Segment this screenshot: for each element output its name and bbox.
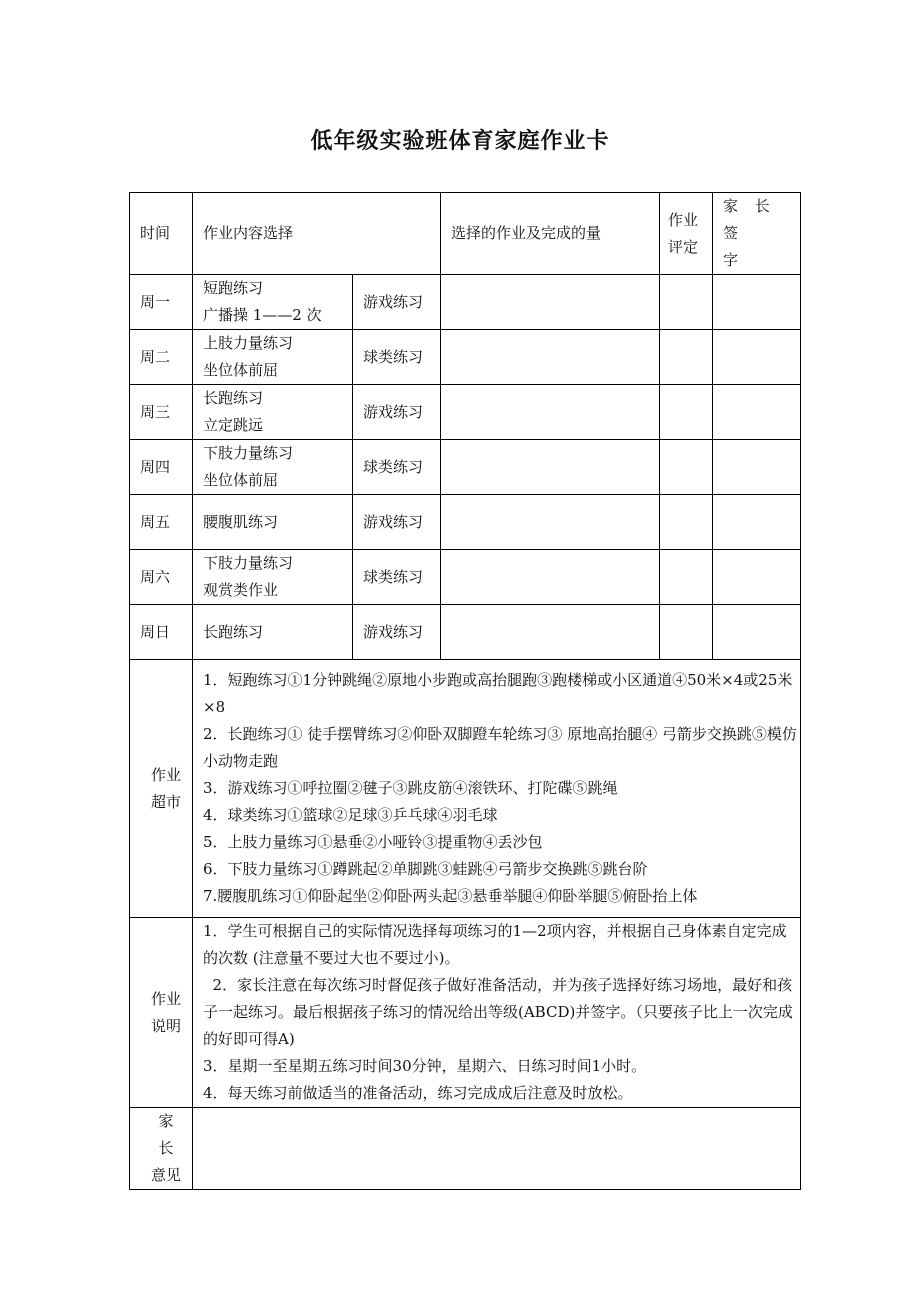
day-content-line1: 腰腹肌练习 <box>203 512 279 531</box>
day-row <box>130 385 801 440</box>
day-content <box>193 275 353 330</box>
day-row <box>130 550 801 605</box>
day-row <box>130 275 801 330</box>
supermarket-item: 2．长跑练习① 徒手摆臂练习②仰卧双脚蹬车轮练习③ 原地高抬腿④ 弓箭步交换跳⑤模仿小动物走跑 <box>203 725 797 770</box>
day-row <box>130 440 801 495</box>
instruction-item: 4．每天练习前做适当的准备活动，练习完成成后注意及时放松。 <box>203 1084 633 1102</box>
day-content-line1: 长跑练习 <box>203 389 264 407</box>
evaluation-cell[interactable] <box>660 495 713 550</box>
parent-sign-cell[interactable] <box>713 440 801 495</box>
parent-sign-cell[interactable] <box>713 550 801 605</box>
parent-sign-cell[interactable] <box>713 495 801 550</box>
instructions-label <box>130 918 193 1108</box>
supermarket-item: 3．游戏练习①呼拉圈②毽子③跳皮筋④滚铁环、打陀碟⑤跳绳 <box>203 779 618 797</box>
page-title: 低年级实验班体育家庭作业卡 <box>310 129 610 154</box>
instruction-item: 2．家长注意在每次练习时督促孩子做好准备活动，并为孩子选择好练习场地，最好和孩子一起练习。最后根据孩子练习的情况给出等级(ABCD)并签字。（只要孩子比上一次完成的好即可得A) <box>203 976 793 1048</box>
day-label: 周六 <box>130 550 193 605</box>
amount-input-cell[interactable] <box>441 605 660 660</box>
amount-input-cell[interactable] <box>441 385 660 440</box>
amount-input-cell[interactable] <box>441 275 660 330</box>
day-content-line2: 坐位体前屈 <box>203 471 279 489</box>
parent-opinion-row <box>130 1108 801 1190</box>
header-time: 时间 <box>130 193 193 275</box>
amount-input-cell[interactable] <box>441 440 660 495</box>
instructions-list <box>193 918 801 1108</box>
parent-opinion-label-line1: 家 长 <box>158 1112 182 1157</box>
day-content-line2: 观赏类作业 <box>203 581 279 599</box>
day-content <box>193 605 353 660</box>
amount-input-cell[interactable] <box>441 330 660 385</box>
parent-opinion-label-line2: 意见 <box>150 1166 181 1184</box>
day-content <box>193 330 353 385</box>
supermarket-item: 1．短跑练习①1分钟跳绳②原地小步跑或高抬腿跑③跑楼梯或小区通道④50米×4或25米×8 <box>203 671 793 716</box>
day-content-line2: 坐位体前屈 <box>203 361 279 379</box>
header-parent-sign-line2: 字 <box>723 251 739 269</box>
amount-input-cell[interactable] <box>441 495 660 550</box>
header-content-choice: 作业内容选择 <box>193 193 441 275</box>
parent-opinion-input[interactable] <box>193 1108 801 1190</box>
supermarket-list <box>193 660 801 918</box>
header-chosen-amount: 选择的作业及完成的量 <box>441 193 660 275</box>
day-game: 球类练习 <box>353 330 441 385</box>
evaluation-cell[interactable] <box>660 550 713 605</box>
parent-opinion-label <box>130 1108 193 1190</box>
day-game: 球类练习 <box>353 440 441 495</box>
day-content <box>193 385 353 440</box>
supermarket-label-line2: 超市 <box>150 792 181 811</box>
day-game: 游戏练习 <box>353 495 441 550</box>
day-content-line1: 长跑练习 <box>203 622 264 641</box>
amount-input-cell[interactable] <box>441 550 660 605</box>
day-content <box>193 440 353 495</box>
day-row <box>130 605 801 660</box>
day-game: 游戏练习 <box>353 385 441 440</box>
header-parent-sign <box>713 193 801 275</box>
day-label: 周日 <box>130 605 193 660</box>
day-label: 周三 <box>130 385 193 440</box>
evaluation-cell[interactable] <box>660 275 713 330</box>
supermarket-label-line1: 作业 <box>150 765 181 784</box>
supermarket-item: 6．下肢力量练习①蹲跳起②单脚跳③蛙跳④弓箭步交换跳⑤跳台阶 <box>203 860 648 878</box>
day-row <box>130 330 801 385</box>
parent-sign-cell[interactable] <box>713 605 801 660</box>
header-parent-sign-line1: 家 长 签 <box>723 197 776 242</box>
header-row <box>130 193 801 275</box>
evaluation-cell[interactable] <box>660 385 713 440</box>
day-game: 游戏练习 <box>353 605 441 660</box>
instructions-row <box>130 918 801 1108</box>
header-evaluation-line2: 评定 <box>668 237 699 256</box>
instruction-item: 1．学生可根据自己的实际情况选择每项练习的1—2项内容，并根据自己身体素自定完成的次数 (注意量不要过大也不要过小)。 <box>203 922 787 967</box>
day-content <box>193 550 353 605</box>
evaluation-cell[interactable] <box>660 330 713 385</box>
supermarket-item: 7.腰腹肌练习①仰卧起坐②仰卧两头起③悬垂举腿④仰卧举腿⑤俯卧抬上体 <box>203 887 698 905</box>
day-content-line2: 广播操 1——2 次 <box>203 306 322 324</box>
header-evaluation <box>660 193 713 275</box>
homework-card-table <box>129 192 801 1190</box>
supermarket-row <box>130 660 801 918</box>
day-label: 周四 <box>130 440 193 495</box>
parent-sign-cell[interactable] <box>713 330 801 385</box>
evaluation-cell[interactable] <box>660 605 713 660</box>
instructions-label-line1: 作业 <box>150 989 181 1008</box>
supermarket-item: 4．球类练习①篮球②足球③乒乓球④羽毛球 <box>203 806 498 824</box>
supermarket-label <box>130 660 193 918</box>
supermarket-item: 5．上肢力量练习①悬垂②小哑铃③提重物④丢沙包 <box>203 833 543 851</box>
day-content-line1: 短跑练习 <box>203 279 264 297</box>
day-label: 周五 <box>130 495 193 550</box>
evaluation-cell[interactable] <box>660 440 713 495</box>
day-content-line1: 下肢力量练习 <box>203 554 294 572</box>
instructions-label-line2: 说明 <box>150 1016 181 1035</box>
day-row <box>130 495 801 550</box>
parent-sign-cell[interactable] <box>713 385 801 440</box>
instruction-item: 3．星期一至星期五练习时间30分钟，星期六、日练习时间1小时。 <box>203 1057 647 1075</box>
day-content-line2: 立定跳远 <box>203 416 264 434</box>
day-content-line1: 上肢力量练习 <box>203 334 294 352</box>
day-content-line1: 下肢力量练习 <box>203 444 294 462</box>
day-label: 周二 <box>130 330 193 385</box>
parent-sign-cell[interactable] <box>713 275 801 330</box>
day-game: 游戏练习 <box>353 275 441 330</box>
day-content <box>193 495 353 550</box>
header-evaluation-line1: 作业 <box>668 210 699 229</box>
day-label: 周一 <box>130 275 193 330</box>
day-game: 球类练习 <box>353 550 441 605</box>
